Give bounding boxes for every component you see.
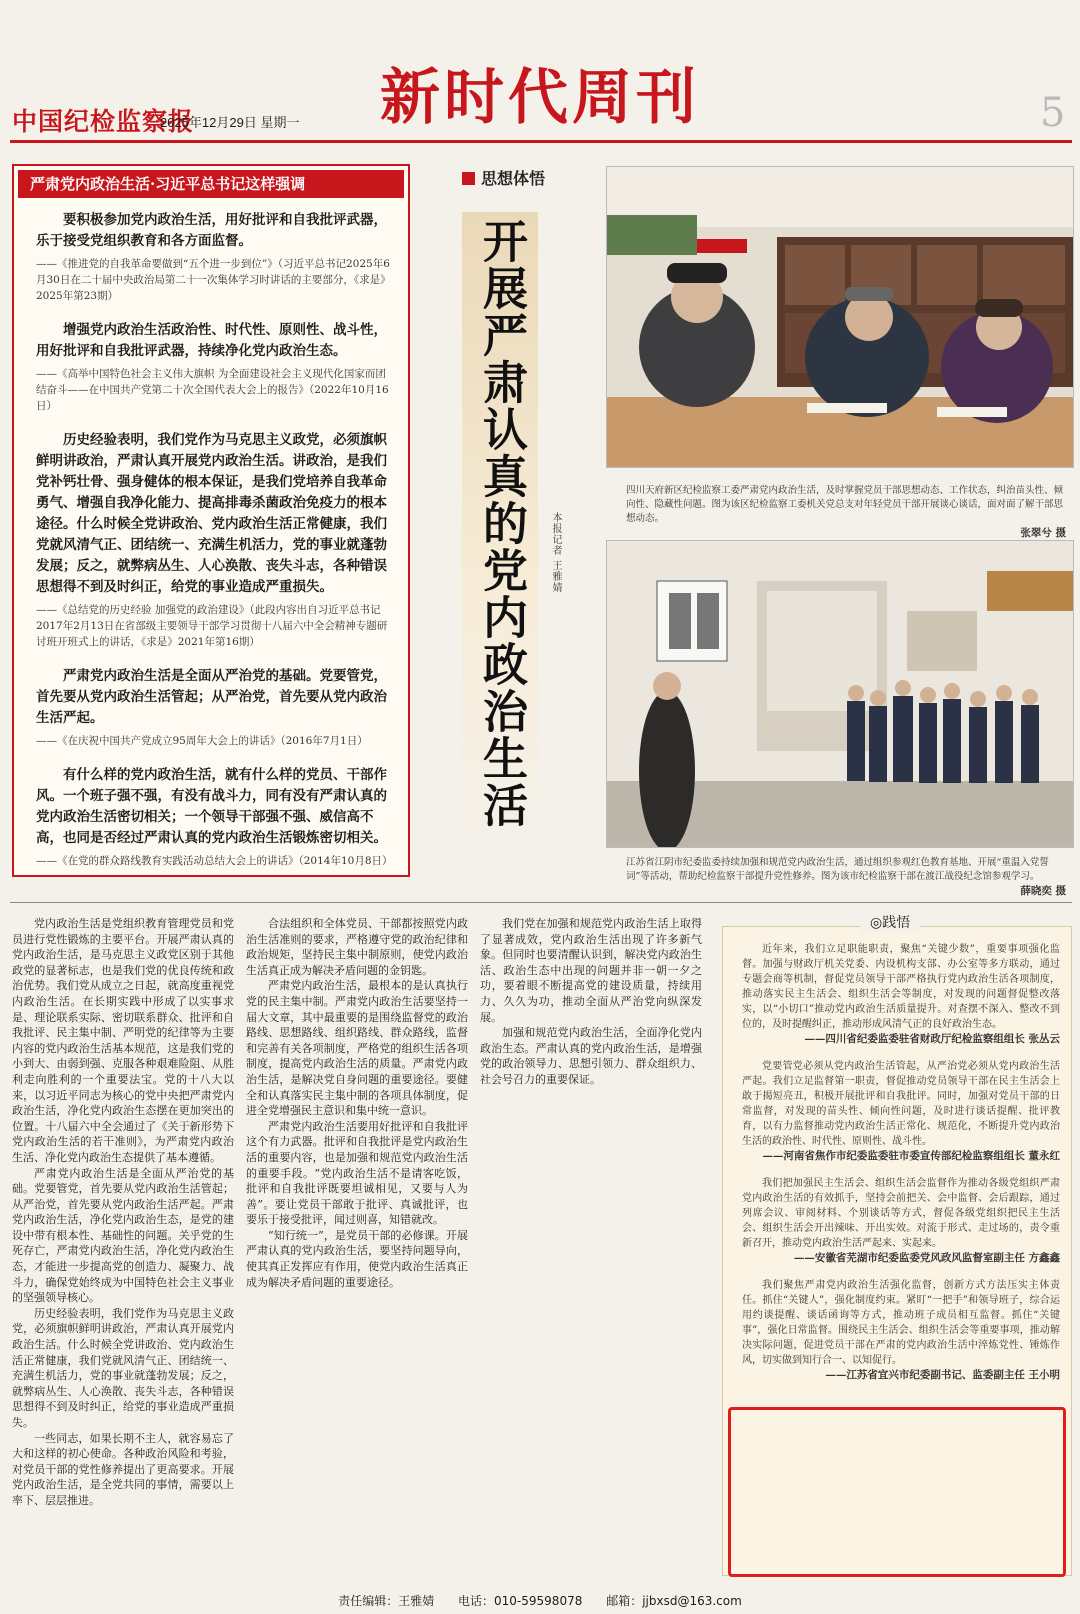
issue-date: 2025年12月29日 星期一 xyxy=(160,115,300,130)
photo-museum xyxy=(606,540,1074,848)
article-column xyxy=(12,916,234,1576)
photo-caption xyxy=(626,856,1066,898)
quote-text: 严肃党内政治生活是全面从严治党的基础。党要管党，首先要从党内政治生活管起；从严治党，首先要从党内政治生活严起。 xyxy=(36,668,387,726)
weekly-title: 新时代周刊 xyxy=(380,63,700,133)
newspaper-logo: 中国纪检监察报 xyxy=(12,107,195,136)
article-paragraph: “知行统一”，是党员干部的必修课。开展严肃认真的党内政治生活，要坚持问题导向，使其真正发挥应有作用，使党内政治生活真正成为解决矛盾问题的重要途径。 xyxy=(246,1228,468,1289)
article-column xyxy=(246,916,468,1576)
museum-photo-illustration xyxy=(607,541,1073,847)
masthead-rule xyxy=(10,140,1072,143)
quote-text: 要积极参加党内政治生活，用好批评和自我批评武器，乐于接受党组织教育和各方面监督。 xyxy=(36,212,387,249)
byline: 本报记者 王雅婧 xyxy=(550,512,561,594)
quote-item xyxy=(36,320,396,414)
sidebar-title: ◎践悟 xyxy=(860,912,920,932)
footer xyxy=(0,1592,1080,1609)
quote-item xyxy=(36,666,396,749)
article-column xyxy=(480,916,702,1576)
quote-source: ——《高举中国特色社会主义伟大旗帜 为全面建设社会主义现代化国家而团结奋斗——在中国共产党第二十次全国代表大会上的报告》（2022年10月16日） xyxy=(36,368,389,412)
section-divider xyxy=(10,902,1072,903)
sidebar-signature: ——安徽省芜湖市纪委监委党风政风监督室副主任 方鑫鑫 xyxy=(793,1252,1060,1264)
quote-text: 有什么样的党内政治生活，就有什么样的党员、干部作风。一个班子强不强，有没有战斗力，同有没有严肃认真的党内政治生活密切相关；一个领导干部强不强、威信高不高，也同是否经过严肃认真的党内政治生活锻炼密切相关。 xyxy=(36,767,387,846)
quote-text: 增强党内政治生活政治性、时代性、原则性、战斗性，用好批评和自我批评武器，持续净化党内政治生态。 xyxy=(36,322,387,359)
footer-phone: 电话：010-59598078 xyxy=(458,1594,583,1608)
sidebar-text: 党要管党必须从党内政治生活管起，从严治党必须从党内政治生活严起。我们立足监督第一职责，督促推动党员领导干部在民主生活会上敢于揭短亮丑，积极开展批评和自我批评。同时，加强对党员干部的日常监督，对发现的苗头性、倾向性问题，及时进行谈话提醒、批评教育，以有力监督推动党内政治生活正常化、规范化，不断提升党内政治生活的政治性、时代性、原则性、战斗性。 xyxy=(742,1061,1060,1147)
article-paragraph: 一些同志，如果长期不主人，就容易忘了大和这样的初心使命。各种政治风险和考验，对党员干部的党性修养提出了更高要求。开展党内政治生活，是全党共同的事情，需要以上率下、层层推进。 xyxy=(12,1431,234,1507)
quote-source: ——《总结党的历史经验 加强党的政治建设》（此段内容出自习近平总书记2017年2月13日在省部级主要领导干部学习贯彻十八届六中全会精神专题研讨班开班式上的讲话，《求是》2021年第16期） xyxy=(36,604,388,648)
headline: 开展严肃认真的党内政治生活 xyxy=(475,218,528,829)
photo-caption xyxy=(626,484,1066,540)
page-number: 5 xyxy=(1040,90,1066,136)
quote-box-header: 严肃党内政治生活·习近平总书记这样强调 xyxy=(18,170,404,198)
quote-source: ——《推进党的自我革命要做到“五个进一步到位”》（习近平总书记2025年6月30日在二十届中央政治局第二十一次集体学习时讲话的主要部分，《求是》2025年第23期） xyxy=(36,258,391,302)
article-paragraph: 严肃党内政治生活，最根本的是认真执行党的民主集中制。严肃党内政治生活要坚持一届大文章，其中最重要的是围绕监督党的政治路线、思想路线、组织路线、群众路线，监督和完善有关各项制度，严格党的组织生活各项制度，提高党内政治生活的质量。严肃党内政治生活，是解决党自身问题的重要途径。要健全和认真落实民主集中制的各项具体制度，促进全党增强民主意识和集中统一意识。 xyxy=(246,979,468,1118)
article-paragraph: 严肃党内政治生活要用好批评和自我批评这个有力武器。批评和自我批评是党内政治生活的重要内容，也是加强和规范党内政治生活的重要手段。“党内政治生活不是请客吃饭，批评和自我批评既要坦诚相见，又要与人为善”。要让党员干部敢于批评、真诚批评，也要乐于接受批评，闻过则喜，知错就改。 xyxy=(246,1119,468,1227)
article-paragraph: 历史经验表明，我们党作为马克思主义政党，必须旗帜鲜明讲政治，严肃认真开展党内政治生活。什么时候全党讲政治、党内政治生活正常健康，我们党就风清气正、团结统一、充满生机活力，党的事业就蓬勃发展；反之，就弊病丛生、人心涣散、丧失斗志，各种错误思想得不到及时纠正，给党的事业造成严重损失。 xyxy=(12,1306,234,1429)
footer-editor: 责任编辑：王雅婧 xyxy=(338,1594,435,1608)
photo-meeting xyxy=(606,166,1074,468)
sidebar-signature: ——河南省焦作市纪委监委驻市委宣传部纪检监察组组长 董永红 xyxy=(762,1150,1060,1162)
sidebar-text: 我们把加强民主生活会、组织生活会监督作为推动各级党组织严肃党内政治生活的有效抓手，坚持会前把关、会中监督、会后跟踪，通过列席会议、审阅材料、个别谈话等方式，督促各级党组织把民主生活会、组织生活会开出辣味、开出实效。对流于形式、走过场的，责令重新召开，推动党内政治生活严起来、实起来。 xyxy=(742,1178,1060,1249)
sidebar-text: 近年来，我们立足职能职责，聚焦“关键少数”，重要事项强化监督。加强与财政厅机关党委、内设机构支部、办公室等多方联动，通过专题会商等机制，督促党员领导干部严格执行党内政治生活各项制度，推动落实民主生活会、组织生活会等制度，对发现的问题督促整改落实，以“小切口”推动党内政治生活质量提升。对查摆不深入、整改不到位的，及时提醒纠正，推动形成风清气正的良好政治生态。 xyxy=(742,944,1060,1030)
article-paragraph: 合法组织和全体党员、干部都按照党内政治生活准则的要求，严格遵守党的政治纪律和政治规矩，坚持民主集中制原则，使党内政治生活真正成为解决矛盾问题的金钥匙。 xyxy=(246,917,468,977)
photo-credit: 薛晓奕 摄 xyxy=(1020,885,1066,897)
quote-text: 历史经验表明，我们党作为马克思主义政党，必须旗帜鲜明讲政治，严肃认真开展党内政治生活。讲政治，是我们党补钙壮骨、强身健体的根本保证，是我们党培养自我革命勇气、增强自我净化能力、提高排毒杀菌政治免疫力的根本途径。什么时候全党讲政治、党内政治生活正常健康，我们党就风清气正、团结统一、充满生机活力，党的事业就蓬勃发展；反之，就弊病丛生、人心涣散、丧失斗志，各种错误思想得不到及时纠正，给党的事业造成严重损失。 xyxy=(36,432,387,595)
highlight-box xyxy=(728,1407,1066,1577)
photo-credit: 张翠兮 摄 xyxy=(1020,527,1066,539)
sidebar-signature: ——江苏省宜兴市纪委副书记、监委副主任 王小明 xyxy=(825,1369,1060,1381)
quote-item xyxy=(36,430,396,650)
quote-item xyxy=(36,765,396,869)
footer-email: 邮箱：jjbxsd@163.com xyxy=(606,1594,742,1608)
article-paragraph: 我们党在加强和规范党内政治生活上取得了显著成效，党内政治生活出现了许多新气象。但同时也要清醒认识到，解决党内政治生活、政治生态中出现的问题并非一朝一夕之功，要着眼不断提高党的建设质量，持续用力、久久为功，推动全面从严治党向纵深发展。 xyxy=(480,917,702,1024)
meeting-photo-illustration xyxy=(607,167,1073,467)
quote-source: ——《在党的群众路线教育实践活动总结大会上的讲话》（2014年10月8日） xyxy=(36,855,393,867)
article-paragraph: 加强和规范党内政治生活，全面净化党内政治生态。严肃认真的党内政治生活，是增强党的政治领导力、思想引领力、群众组织力、社会号召力的重要保证。 xyxy=(480,1026,702,1086)
article-paragraph: 严肃党内政治生活是全面从严治党的基础。党要管党，首先要从党内政治生活管起；从严治党，首先要从党内政治生活严起。严肃党内政治生活，净化党内政治生态，是党的建设中带有根本性、基础性的问题。关乎党的生死存亡，严肃党内政治生活，净化党内政治生态，才能进一步提高党的创造力、凝聚力、战斗力，确保党始终成为中国特色社会主义事业的坚强领导核心。 xyxy=(12,1166,234,1305)
caption-text: 四川天府新区纪检监察工委严肃党内政治生活，及时掌握党员干部思想动态、工作状态，纠治苗头性、倾向性、隐藏性问题。图为该区纪检监察工委机关党总支对年轻党员干部开展谈心谈话，面对面了解干部思想动态。 xyxy=(626,485,1064,524)
sidebar-text: 我们聚焦严肃党内政治生活强化监督，创新方式方法压实主体责任。抓住“关键人”，强化制度约束。紧盯“一把手”和领导班子，综合运用约谈提醒、谈话函询等方式，推动班子成员相互监督。抓住“关键事”，强化日常监督。围绕民主生活会、组织生活会等重要事项，推动解决实际问题，促进党员干部在严肃的党内政治生活中淬炼党性、锤炼作风，切实做到知行合一、以知促行。 xyxy=(742,1280,1060,1366)
quote-item xyxy=(36,210,396,304)
section-label: 思想体悟 xyxy=(481,169,546,188)
article-paragraph: 党内政治生活是党组织教育管理党员和党员进行党性锻炼的主要平台。开展严肃认真的党内政治生活，是马克思主义政党区别于其他政党的显著标志，也是我们党的优良传统和政治优势。我们党从成立之日起，就高度重视党内政治生活。在长期实践中形成了以实事求是、理论联系实际、密切联系群众、批评和自我批评、民主集中制、严明党的纪律等为主要内容的党内政治生活基本规范，这是我们党的小到大、由弱到强、克服各种艰难险阻、从胜利走向胜利的一个重要法宝。党的十八大以来，以习近平同志为核心的党中央把严肃党内政治生活，净化党内政治生态摆在更加突出的位置。十八届六中全会通过了《关于新形势下党内政治生活的若干准则》，为严肃党内政治生活、净化党内政治生态提供了基本遵循。 xyxy=(12,917,234,1164)
quote-list xyxy=(36,210,396,870)
section-tag xyxy=(462,166,545,189)
sidebar-signature: ——四川省纪委监委驻省财政厅纪检监察组组长 张丛云 xyxy=(804,1033,1060,1045)
section-flag-icon xyxy=(462,172,475,185)
quote-source: ——《在庆祝中国共产党成立95周年大会上的讲话》（2016年7月1日） xyxy=(36,735,368,747)
caption-text: 江苏省江阴市纪委监委持续加强和规范党内政治生活，通过组织参观红色教育基地、开展“重温入党誓词”等活动，帮助纪检监察干部提升党性修养。图为该市纪检监察干部在渡江战役纪念馆参观学习。 xyxy=(626,857,1049,882)
